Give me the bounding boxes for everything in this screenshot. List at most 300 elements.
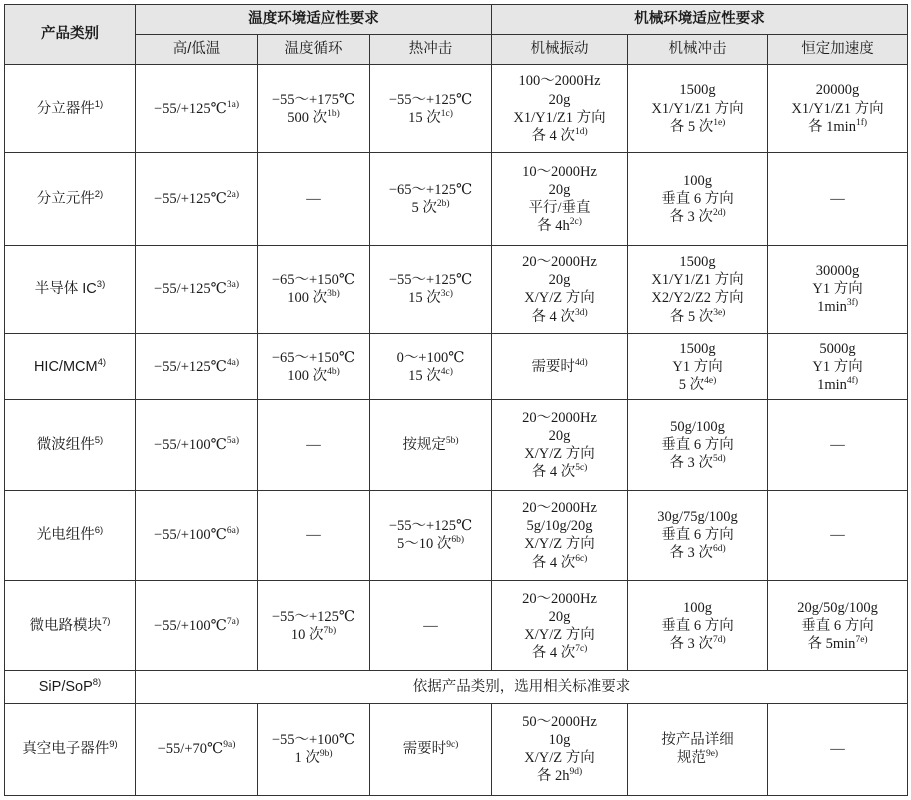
- cell-line: [260, 608, 367, 626]
- header-const-accel: 恒定加速度: [768, 35, 908, 65]
- cell-line: [494, 713, 625, 731]
- cell-line: [494, 554, 625, 572]
- cell-text: 1500g: [679, 82, 716, 99]
- cell-text: 需要时: [531, 358, 575, 375]
- cell-line: [138, 358, 255, 376]
- high-low-temp-cell: [136, 153, 258, 245]
- vibration-cell: [492, 581, 628, 671]
- cell-text: 1500g: [679, 254, 716, 271]
- cell-line: [494, 535, 625, 553]
- cell-line: [630, 749, 765, 767]
- cell-line: [630, 376, 765, 394]
- cell-text: 垂直 6 方向: [661, 436, 734, 453]
- thermal-shock-cell: [370, 703, 492, 795]
- cell-line: [494, 91, 625, 109]
- cell-line: [770, 376, 905, 394]
- vibration-cell: [492, 334, 628, 400]
- cell-text: 30g/75g/100g: [657, 509, 738, 526]
- footnote-ref: 3c): [440, 289, 453, 300]
- shock-cell: [628, 581, 768, 671]
- cell-text: −55/+100℃: [154, 436, 227, 453]
- thermal-shock-cell: [370, 490, 492, 580]
- footnote-ref: 6c): [575, 553, 588, 564]
- footnote-ref: 9e): [705, 749, 719, 760]
- cell-text: −55～+125℃: [271, 608, 356, 625]
- cell-text: X/Y/Z 方向: [524, 626, 595, 643]
- cell-line: [770, 740, 905, 758]
- cell-line: [494, 517, 625, 535]
- accel-cell: [768, 581, 908, 671]
- thermal-shock-cell: [370, 245, 492, 333]
- cell-text: 15 次: [408, 367, 441, 384]
- category-label: 真空电子器件: [22, 741, 110, 758]
- cell-line: [494, 358, 625, 376]
- cell-text: X/Y/Z 方向: [524, 290, 595, 307]
- cell-text: −55/+125℃: [154, 358, 227, 375]
- cell-text: 100 次: [287, 290, 328, 307]
- cell-text: 5000g: [819, 340, 856, 357]
- footnote-ref: 5d): [712, 454, 726, 465]
- cell-line: [630, 617, 765, 635]
- cell-line: [372, 436, 489, 454]
- footnote-ref: 7e): [855, 634, 868, 645]
- footnote-ref: 4f): [846, 375, 858, 386]
- cell-text: 20g: [548, 181, 571, 198]
- cell-line: [372, 617, 489, 635]
- cell-line: [494, 289, 625, 307]
- cell-text: 10g: [548, 732, 571, 749]
- temp-cycle-cell: [258, 581, 370, 671]
- cell-text: 100 次: [287, 367, 328, 384]
- footnote-ref: 3f): [846, 298, 858, 309]
- cell-line: [494, 217, 625, 235]
- cell-line: [260, 91, 367, 109]
- footnote-ref: 3e): [713, 307, 726, 318]
- cell-text: 50～2000Hz: [522, 714, 597, 731]
- cell-line: [630, 635, 765, 653]
- cell-line: [630, 81, 765, 99]
- footnote-ref: 7c): [575, 644, 588, 655]
- cell-line: [770, 280, 905, 298]
- category-label: 微波组件: [36, 436, 95, 453]
- table-row: [5, 65, 908, 153]
- cell-line: [494, 271, 625, 289]
- cell-line: [770, 599, 905, 617]
- cell-line: [494, 608, 625, 626]
- cell-line: [770, 617, 905, 635]
- footnote-ref: 5c): [575, 463, 588, 474]
- cell-text: 30000g: [815, 263, 860, 280]
- cell-text: 各 5 次: [669, 308, 714, 325]
- vibration-cell: [492, 400, 628, 490]
- footnote-ref: 7): [102, 615, 111, 627]
- category-cell: [5, 671, 136, 703]
- cell-line: [138, 526, 255, 544]
- cell-text: −55～+175℃: [271, 91, 356, 108]
- cell-text: —: [830, 190, 845, 207]
- cell-line: [630, 526, 765, 544]
- cell-line: [770, 81, 905, 99]
- cell-line: [260, 626, 367, 644]
- footnote-ref: 2c): [569, 217, 582, 228]
- category-cell: [5, 400, 136, 490]
- cell-text: —: [306, 190, 321, 207]
- footnote-ref: 4e): [704, 375, 717, 386]
- cell-line: [770, 100, 905, 118]
- cell-line: [630, 544, 765, 562]
- header-row-groups: [5, 5, 908, 35]
- cell-text: X1/Y1/Z1 方向: [791, 100, 884, 117]
- cell-line: [630, 100, 765, 118]
- cell-text: 规范: [676, 750, 706, 767]
- cell-text: 各 3 次: [669, 635, 713, 652]
- footnote-ref: 9a): [223, 740, 236, 751]
- cell-text: 15 次: [408, 290, 441, 307]
- category-cell: [5, 334, 136, 400]
- cell-text: 0～+100℃: [396, 349, 465, 366]
- cell-line: [494, 445, 625, 463]
- category-label: HIC/MCM: [33, 358, 98, 375]
- shock-cell: [628, 334, 768, 400]
- table-row: [5, 581, 908, 671]
- category-cell: [5, 65, 136, 153]
- cell-line: [630, 599, 765, 617]
- cell-text: 各 3 次: [669, 545, 713, 562]
- footnote-ref: 6d): [712, 544, 726, 555]
- cell-text: −55/+125℃: [154, 190, 227, 207]
- shock-cell: [628, 65, 768, 153]
- accel-cell: [768, 703, 908, 795]
- category-label: SiP/SoP: [38, 678, 93, 695]
- cell-text: 20～2000Hz: [522, 500, 597, 517]
- cell-line: [260, 190, 367, 208]
- cell-text: 15 次: [408, 109, 441, 126]
- footnote-ref: 6): [94, 525, 104, 537]
- accel-cell: [768, 153, 908, 245]
- cell-line: [138, 436, 255, 454]
- high-low-temp-cell: [136, 65, 258, 153]
- cell-text: X2/Y2/Z2 方向: [651, 290, 744, 307]
- footnote-ref: 9b): [319, 749, 333, 760]
- cell-text: 1min: [817, 376, 847, 393]
- footnote-ref: 7a): [226, 616, 239, 627]
- footnote-ref: 4d): [574, 357, 588, 368]
- cell-line: [630, 358, 765, 376]
- cell-line: [494, 163, 625, 181]
- accel-cell: [768, 490, 908, 580]
- cell-line: [494, 308, 625, 326]
- cell-text: X/Y/Z 方向: [524, 536, 595, 553]
- cell-text: 各 3 次: [669, 455, 713, 472]
- footnote-ref: 3b): [327, 289, 340, 300]
- high-low-temp-cell: [136, 334, 258, 400]
- temp-cycle-cell: [258, 153, 370, 245]
- cell-line: [494, 253, 625, 271]
- footnote-ref: 2b): [436, 199, 450, 210]
- header-high-low-temp: 高/低温: [136, 35, 258, 65]
- cell-line: [630, 436, 765, 454]
- cell-line: [260, 271, 367, 289]
- footnote-ref: 9): [109, 739, 118, 751]
- table-row: [5, 245, 908, 333]
- cell-text: 5～10 次: [396, 536, 452, 553]
- cell-text: —: [306, 436, 321, 453]
- footnote-ref: 5): [94, 435, 104, 447]
- category-label: 分立元件: [36, 190, 95, 207]
- cell-text: 5g/10g/20g: [526, 518, 593, 535]
- footnote-ref: 6a): [226, 526, 239, 537]
- cell-text: 垂直 6 方向: [661, 527, 734, 544]
- cell-line: [494, 749, 625, 767]
- table-row: [5, 490, 908, 580]
- footnote-ref: 9c): [446, 740, 459, 751]
- cell-text: 各 4 次: [531, 308, 575, 325]
- footnote-ref: 7b): [323, 625, 337, 636]
- cell-line: [494, 127, 625, 145]
- cell-line: [260, 349, 367, 367]
- footnote-ref: 4a): [226, 357, 239, 368]
- cell-text: 各 4 次: [531, 644, 576, 661]
- cell-line: [630, 190, 765, 208]
- cell-text: 各 5 次: [669, 118, 714, 135]
- footnote-ref: 2d): [712, 208, 726, 219]
- cell-line: [630, 340, 765, 358]
- cell-text: −65～+125℃: [388, 181, 473, 198]
- cell-line: [138, 100, 255, 118]
- cell-line: [770, 635, 905, 653]
- cell-text: X1/Y1/Z1 方向: [651, 272, 744, 289]
- accel-cell: [768, 400, 908, 490]
- cell-text: 1min: [817, 299, 847, 316]
- cell-line: [630, 253, 765, 271]
- cell-text: 100g: [683, 599, 713, 616]
- cell-line: [372, 740, 489, 758]
- cell-text: 平行/垂直: [528, 200, 591, 217]
- cell-line: [494, 72, 625, 90]
- cell-line: [260, 749, 367, 767]
- high-low-temp-cell: [136, 245, 258, 333]
- cell-text: −55/+70℃: [157, 741, 224, 758]
- cell-line: [372, 109, 489, 127]
- cell-text: 各 2h: [536, 768, 570, 785]
- cell-text: −55～+125℃: [388, 518, 473, 535]
- cell-line: [770, 340, 905, 358]
- footnote-ref: 1f): [855, 117, 868, 128]
- cell-line: [260, 526, 367, 544]
- footnote-ref: 7d): [712, 634, 726, 645]
- cell-text: 20g: [548, 427, 571, 444]
- cell-line: [494, 644, 625, 662]
- footnote-ref: 4b): [327, 366, 340, 377]
- header-temp-cycle: 温度循环: [258, 35, 370, 65]
- cell-line: [630, 308, 765, 326]
- category-label: 光电组件: [36, 527, 95, 544]
- cell-line: [770, 298, 905, 316]
- cell-line: [630, 289, 765, 307]
- cell-text: 10 次: [290, 626, 324, 643]
- cell-text: −65～+150℃: [271, 349, 356, 366]
- cell-text: 100～2000Hz: [518, 73, 601, 90]
- cell-line: [630, 454, 765, 472]
- cell-line: [372, 367, 489, 385]
- cell-line: [138, 190, 255, 208]
- cell-text: Y1 方向: [672, 358, 723, 375]
- category-label: 分立器件: [36, 100, 95, 117]
- header-mechanical-group: 机械环境适应性要求: [492, 5, 908, 35]
- accel-cell: [768, 245, 908, 333]
- cell-line: [494, 109, 625, 127]
- cell-text: —: [423, 617, 438, 634]
- table-row: [5, 334, 908, 400]
- cell-text: 各 4 次: [531, 127, 575, 144]
- cell-line: [372, 91, 489, 109]
- cell-text: 各 5min: [807, 635, 856, 652]
- cell-line: [372, 289, 489, 307]
- vibration-cell: [492, 153, 628, 245]
- cell-text: 20g: [548, 91, 571, 108]
- table-row: [5, 703, 908, 795]
- vibration-cell: [492, 490, 628, 580]
- cell-text: 垂直 6 方向: [661, 617, 734, 634]
- temp-cycle-cell: [258, 65, 370, 153]
- temp-cycle-cell: [258, 490, 370, 580]
- cell-line: [494, 767, 625, 785]
- cell-text: —: [830, 527, 845, 544]
- footnote-ref: 5a): [226, 436, 239, 447]
- cell-line: [770, 436, 905, 454]
- cell-line: [372, 181, 489, 199]
- cell-text: 各 4h: [537, 218, 570, 235]
- cell-line: [138, 617, 255, 635]
- cell-line: [494, 409, 625, 427]
- vibration-cell: [492, 245, 628, 333]
- cell-text: 100g: [683, 172, 713, 189]
- vibration-cell: [492, 65, 628, 153]
- cell-line: [260, 289, 367, 307]
- sip-requirement-cell: 依据产品类别，选用相关标准要求: [136, 671, 908, 703]
- footnote-ref: 1d): [574, 126, 588, 137]
- cell-text: 1500g: [679, 340, 716, 357]
- cell-text: X1/Y1/Z1 方向: [513, 109, 606, 126]
- cell-text: −55/+100℃: [154, 617, 227, 634]
- category-cell: [5, 245, 136, 333]
- cell-text: —: [306, 527, 321, 544]
- cell-line: [494, 731, 625, 749]
- cell-text: 各 3 次: [669, 209, 713, 226]
- cell-line: [770, 262, 905, 280]
- table-row-sip: [5, 671, 908, 703]
- cell-text: 1 次: [294, 750, 320, 767]
- cell-text: −55/+100℃: [154, 527, 227, 544]
- accel-cell: [768, 65, 908, 153]
- cell-line: [630, 118, 765, 136]
- cell-text: X/Y/Z 方向: [524, 446, 595, 463]
- cell-line: [372, 349, 489, 367]
- cell-line: [494, 590, 625, 608]
- cell-line: [630, 271, 765, 289]
- cell-line: [372, 271, 489, 289]
- header-mech-vibration: 机械振动: [492, 35, 628, 65]
- footnote-ref: 5b): [445, 436, 459, 447]
- cell-text: 20g: [548, 272, 571, 289]
- cell-line: [494, 181, 625, 199]
- footnote-ref: 3): [96, 279, 106, 291]
- cell-line: [494, 463, 625, 481]
- cell-text: 20～2000Hz: [522, 590, 597, 607]
- thermal-shock-cell: [370, 334, 492, 400]
- thermal-shock-cell: [370, 581, 492, 671]
- footnote-ref: 1e): [713, 117, 726, 128]
- cell-line: [630, 508, 765, 526]
- cell-text: 需要时: [402, 741, 447, 758]
- thermal-shock-cell: [370, 153, 492, 245]
- cell-text: −55～+100℃: [271, 732, 356, 749]
- footnote-ref: 3d): [574, 307, 588, 318]
- cell-line: [372, 517, 489, 535]
- cell-line: [770, 358, 905, 376]
- category-cell: [5, 490, 136, 580]
- cell-line: [260, 367, 367, 385]
- footnote-ref: 2a): [226, 190, 239, 201]
- cell-line: [260, 436, 367, 454]
- category-cell: [5, 703, 136, 795]
- high-low-temp-cell: [136, 400, 258, 490]
- temp-cycle-cell: [258, 245, 370, 333]
- footnote-ref: 6b): [451, 535, 465, 546]
- cell-text: −55/+125℃: [154, 100, 227, 117]
- cell-text: −65～+150℃: [271, 272, 356, 289]
- footnote-ref: 8): [92, 677, 102, 689]
- cell-text: 按产品详细: [661, 732, 734, 749]
- accel-cell: [768, 334, 908, 400]
- shock-cell: [628, 245, 768, 333]
- cell-text: 5 次: [411, 200, 437, 217]
- cell-line: [260, 731, 367, 749]
- cell-text: 20g/50g/100g: [797, 599, 878, 616]
- cell-line: [630, 208, 765, 226]
- cell-line: [494, 199, 625, 217]
- cell-text: 20g: [548, 608, 571, 625]
- cell-text: Y1 方向: [812, 281, 863, 298]
- cell-line: [372, 535, 489, 553]
- table-row: [5, 153, 908, 245]
- cell-text: 各 4 次: [531, 554, 576, 571]
- high-low-temp-cell: [136, 703, 258, 795]
- footnote-ref: 9d): [569, 767, 583, 778]
- shock-cell: [628, 703, 768, 795]
- cell-text: 各 4 次: [531, 464, 576, 481]
- thermal-shock-cell: [370, 65, 492, 153]
- cell-line: [630, 418, 765, 436]
- table-body: [5, 65, 908, 796]
- cell-text: 20～2000Hz: [522, 409, 597, 426]
- header-category: 产品类别: [5, 5, 136, 65]
- footnote-ref: 1c): [440, 108, 453, 119]
- cell-line: [494, 626, 625, 644]
- cell-text: X/Y/Z 方向: [524, 750, 595, 767]
- cell-line: [260, 109, 367, 127]
- cell-text: 50g/100g: [670, 418, 725, 435]
- cell-text: X1/Y1/Z1 方向: [651, 100, 744, 117]
- cell-text: 20～2000Hz: [522, 254, 597, 271]
- header-mech-shock: 机械冲击: [628, 35, 768, 65]
- cell-text: 5 次: [678, 376, 705, 393]
- cell-text: —: [830, 741, 845, 758]
- cell-line: [770, 190, 905, 208]
- category-cell: [5, 581, 136, 671]
- category-cell: [5, 153, 136, 245]
- vibration-cell: [492, 703, 628, 795]
